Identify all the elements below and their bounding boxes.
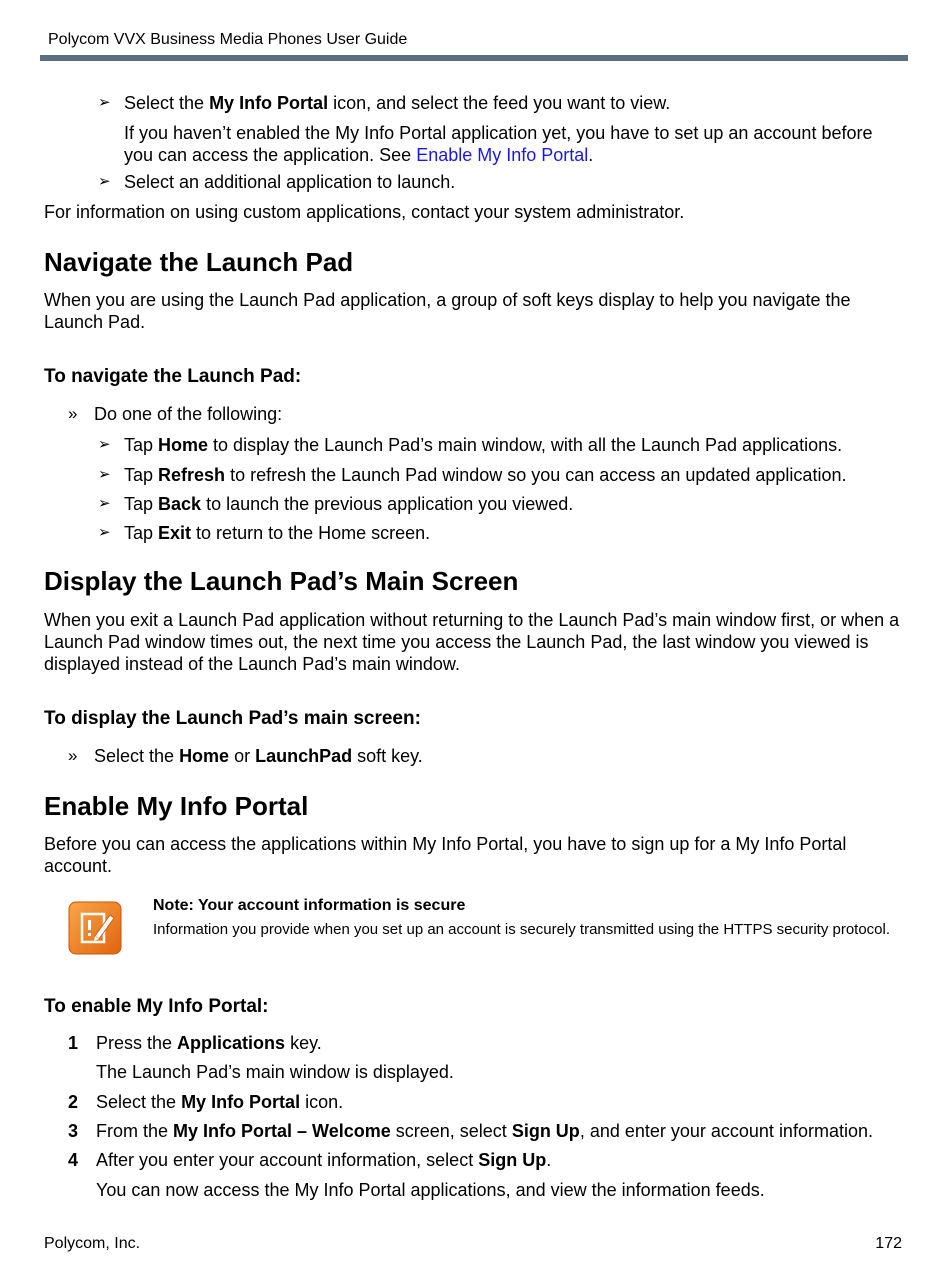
enable-step-1-result: The Launch Pad’s main window is displayed. xyxy=(96,1062,454,1082)
section-heading-navigate: Navigate the Launch Pad xyxy=(44,247,354,277)
arrowhead-icon: ➢ xyxy=(98,466,111,483)
page-number: 172 xyxy=(875,1235,902,1252)
arrowhead-icon: ➢ xyxy=(98,173,111,190)
enable-step-2: Select the My Info Portal icon. xyxy=(96,1092,344,1112)
procedure-heading-navigate: To navigate the Launch Pad: xyxy=(44,366,302,387)
enable-my-info-portal-link[interactable]: Enable My Info Portal xyxy=(416,145,589,165)
navigate-item-back: Tap Back to launch the previous application you viewed. xyxy=(124,494,574,514)
note-title: Note: Your account information is secure xyxy=(153,897,466,914)
footer-company: Polycom, Inc. xyxy=(44,1235,141,1252)
arrowhead-icon: ➢ xyxy=(98,524,111,541)
arrowhead-icon: ➢ xyxy=(98,495,111,512)
intro-bullet-1-sub: If you haven’t enabled the My Info Portal application yet, you have to set up an account before you can access the application. See Enable My Info Portal. xyxy=(124,123,873,165)
step-number: 4 xyxy=(68,1150,79,1170)
display-step: Select the Home or LaunchPad soft key. xyxy=(94,746,423,766)
intro-bullet-2: Select an additional application to launch. xyxy=(124,172,456,192)
section-heading-display: Display the Launch Pad’s Main Screen xyxy=(44,566,519,596)
navigate-item-exit: Tap Exit to return to the Home screen. xyxy=(124,523,431,543)
enable-step-3: From the My Info Portal – Welcome screen, select Sign Up, and enter your account information. xyxy=(96,1121,873,1141)
step-number: 1 xyxy=(68,1033,79,1053)
enable-step-4-result: You can now access the My Info Portal applications, and view the information feeds. xyxy=(96,1180,765,1200)
procedure-heading-display: To display the Launch Pad’s main screen: xyxy=(44,708,421,729)
intro-bullet-1: Select the My Info Portal icon, and select the feed you want to view. xyxy=(124,93,671,113)
navigate-item-refresh: Tap Refresh to refresh the Launch Pad window so you can access an updated application. xyxy=(124,465,847,485)
header-rule xyxy=(40,55,908,61)
arrowhead-icon: ➢ xyxy=(98,94,111,111)
enable-step-1: Press the Applications key. xyxy=(96,1033,322,1053)
enable-step-4: After you enter your account information, select Sign Up. xyxy=(96,1150,552,1170)
navigate-step: Do one of the following: xyxy=(94,404,283,424)
intro-paragraph: For information on using custom applications, contact your system administrator. xyxy=(44,202,685,222)
navigate-item-home: Tap Home to display the Launch Pad’s main window, with all the Launch Pad applications. xyxy=(124,435,843,455)
navigate-paragraph: When you are using the Launch Pad application, a group of soft keys display to help you navigate the Launch Pad. xyxy=(44,290,851,332)
procedure-heading-enable: To enable My Info Portal: xyxy=(44,996,269,1017)
note-pencil-icon xyxy=(68,901,122,955)
running-header: Polycom VVX Business Media Phones User Guide xyxy=(48,31,408,48)
double-chevron-icon: » xyxy=(68,404,78,423)
double-chevron-icon: » xyxy=(68,746,78,765)
arrowhead-icon: ➢ xyxy=(98,436,111,453)
step-number: 3 xyxy=(68,1121,79,1141)
note-body: Information you provide when you set up an account is securely transmitted using the HTTPS security protocol. xyxy=(153,921,891,938)
step-number: 2 xyxy=(68,1092,79,1112)
enable-paragraph: Before you can access the applications within My Info Portal, you have to sign up for a My Info Portal account. xyxy=(44,834,847,876)
display-paragraph: When you exit a Launch Pad application without returning to the Launch Pad’s main window first, or when a Launch Pad window times out, the next time you access the Launch Pad, the last window you viewed is displayed instead of the Launch Pad’s main window. xyxy=(44,610,900,674)
section-heading-enable: Enable My Info Portal xyxy=(44,791,309,821)
